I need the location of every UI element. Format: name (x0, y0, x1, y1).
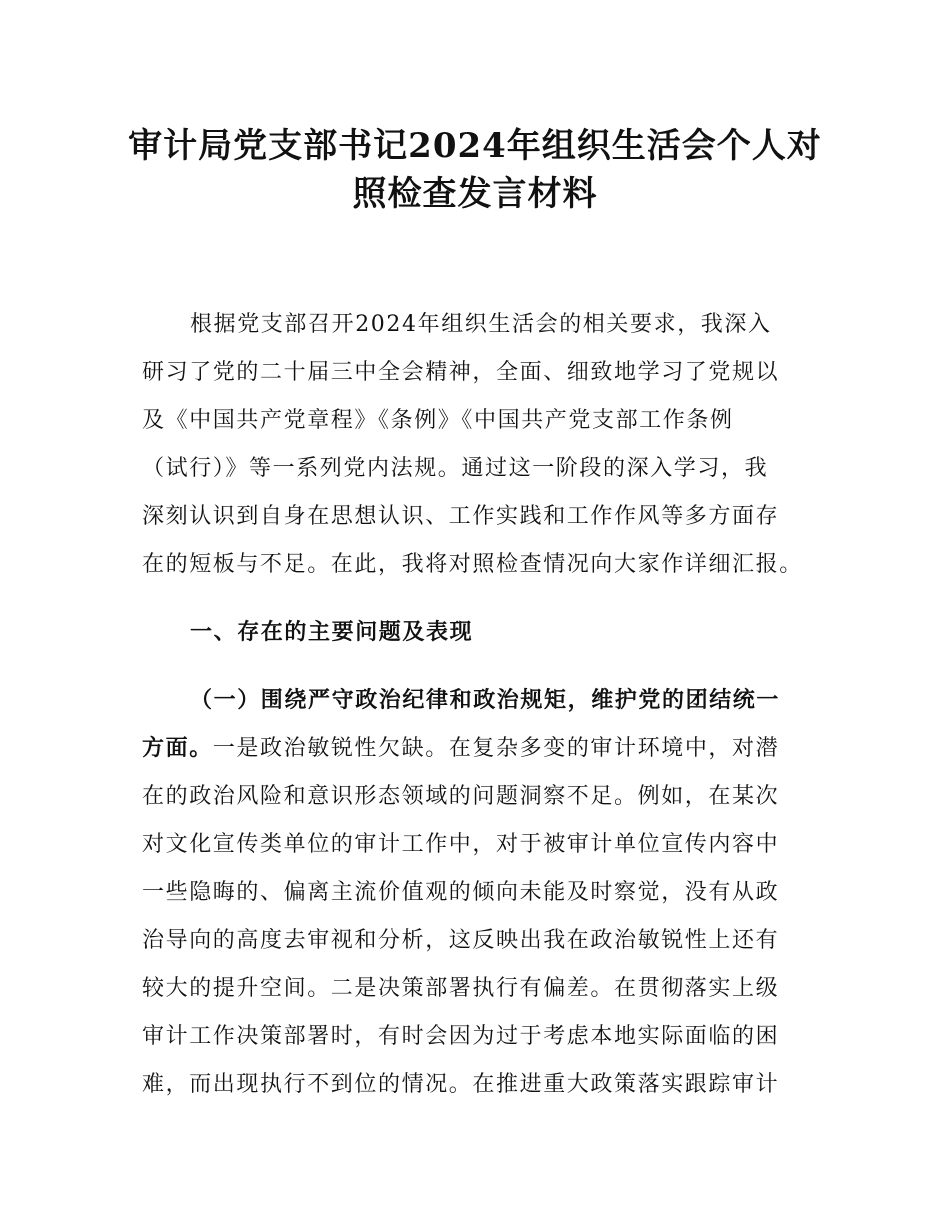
subsection-first-line (142, 734, 779, 764)
body-line-1: 在的政治风险和意识形态领域的问题洞察不足。例如，在某次 (142, 784, 780, 809)
body-line-4: 治导向的高度去审视和分析，这反映出我在政治敏锐性上还有 (142, 928, 780, 953)
subsection-first-line-text: 一是政治敏锐性欠缺。在复杂多变的审计环境中，对潜 (212, 736, 780, 761)
intro-line-3: 及《中国共产党章程》《条例》《中国共产党支部工作条例 (142, 408, 734, 433)
body-line-5: 较大的提升空间。二是决策部署执行有偏差。在贯彻落实上级 (142, 976, 780, 1001)
subsection-heading-tail: 方面。 (142, 736, 213, 761)
body-line-3: 一些隐晦的、偏离主流价值观的倾向未能及时察觉，没有从政 (142, 880, 780, 905)
intro-line-4: （试行）》等一系列党内法规。通过这一阶段的深入学习，我 (142, 456, 769, 481)
section-heading: 一、存在的主要问题及表现 (190, 620, 474, 645)
intro-line-5: 深刻认识到自身在思想认识、工作实践和工作作风等多方面存 (142, 504, 780, 529)
intro-line-1: 根据党支部召开2024年组织生活会的相关要求，我深入 (190, 312, 772, 337)
body-line-7: 难，而出现执行不到位的情况。在推进重大政策落实跟踪审计 (142, 1072, 780, 1097)
document-title-line-1: 审计局党支部书记2024年组织生活会个人对 (128, 126, 822, 166)
body-line-6: 审计工作决策部署时，有时会因为过于考虑本地实际面临的困 (142, 1024, 780, 1049)
subsection-heading: （一）围绕严守政治纪律和政治规矩，维护党的团结统一 (190, 688, 781, 713)
intro-line-2: 研习了党的二十届三中全会精神，全面、细致地学习了党规以 (142, 360, 780, 385)
body-line-2: 对文化宣传类单位的审计工作中，对于被审计单位宣传内容中 (142, 832, 780, 857)
document-title-line-2: 照检查发言材料 (352, 174, 598, 214)
intro-line-6: 在的短板与不足。在此，我将对照检查情况向大家作详细汇报。 (142, 552, 803, 577)
